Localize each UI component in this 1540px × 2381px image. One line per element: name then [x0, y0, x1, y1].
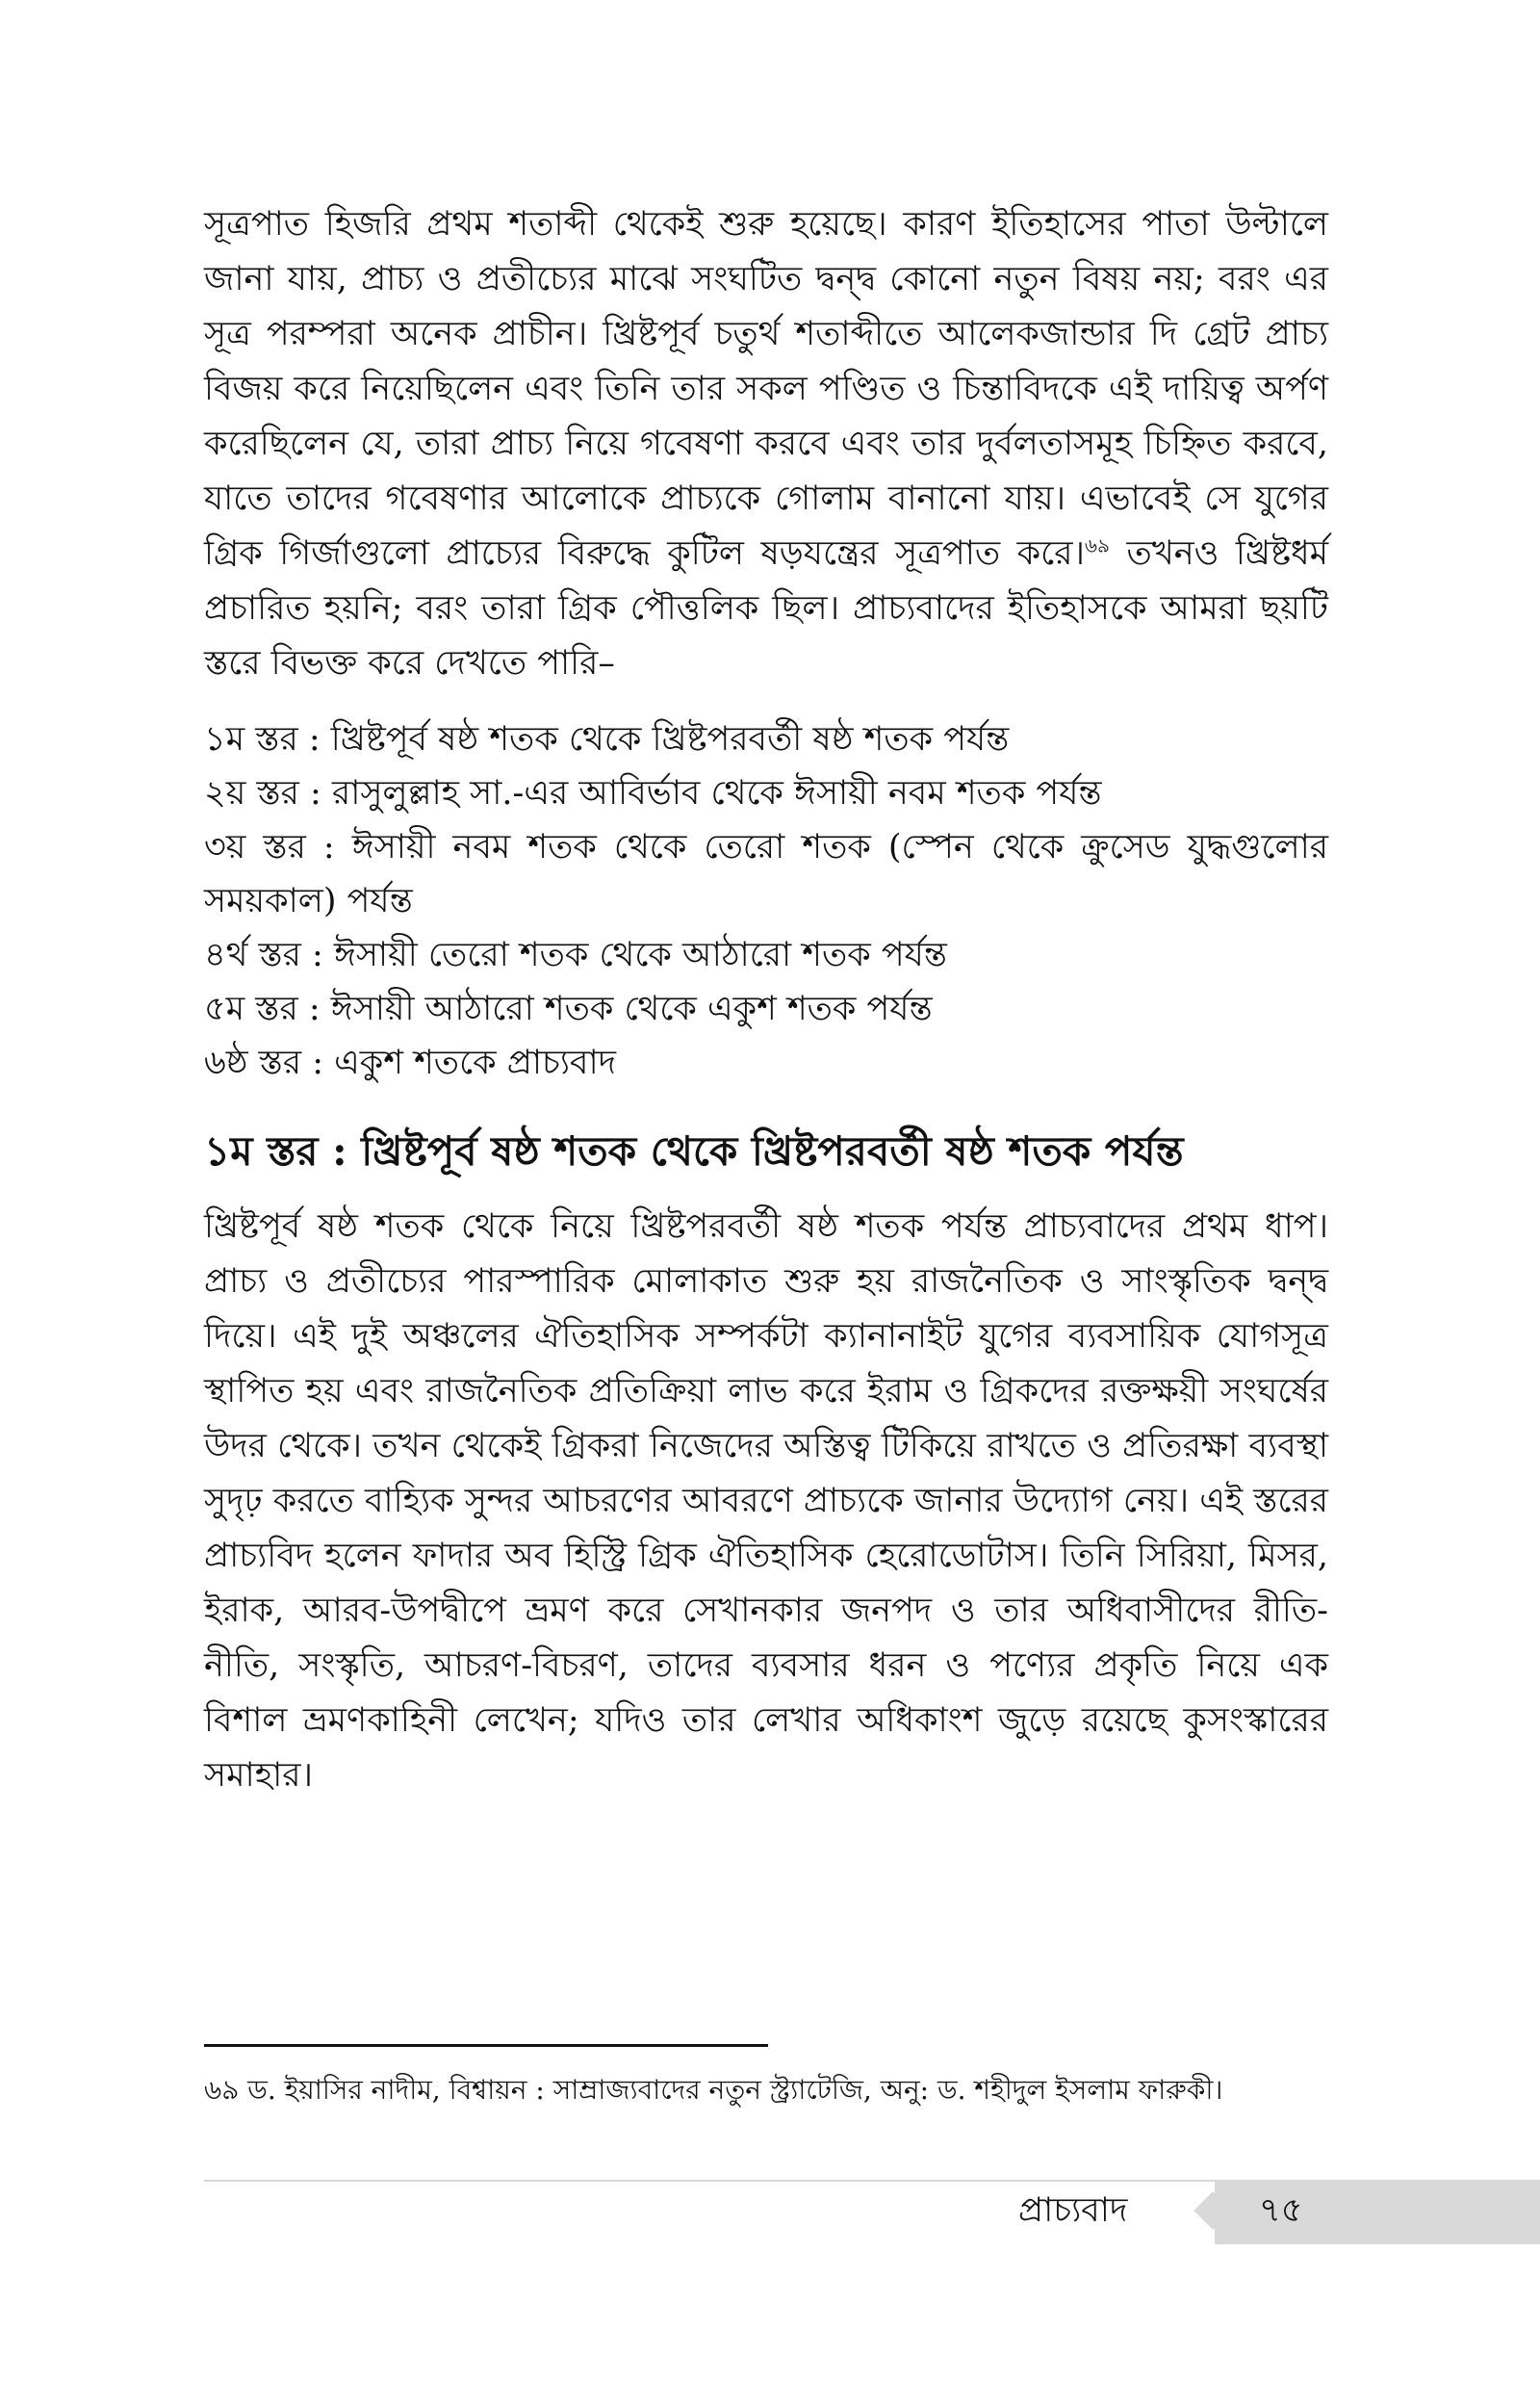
footnote-reference[interactable]: ৬৯: [1084, 533, 1110, 557]
page-number: ৭৫: [1259, 2191, 1303, 2230]
list-item: ১ম স্তর : খ্রিষ্টপূর্ব ষষ্ঠ শতক থেকে খ্রিষ্টপরবর্তী ষষ্ঠ শতক পর্যন্ত: [204, 720, 1010, 759]
footnote: ৬৯ ড. ইয়াসির নাদীম, বিশ্বায়ন : সাম্রাজ্যবাদের নতুন স্ট্র্যাটেজি, অনু: ড. শহীদুল ইসলাম ফারুকী।: [204, 2074, 1223, 2106]
page-body: [204, 197, 1328, 1803]
section-heading: ১ম স্তর : খ্রিষ্টপূর্ব ষষ্ঠ শতক থেকে খ্রিষ্টপরবর্তী ষষ্ঠ শতক পর্যন্ত: [204, 1127, 1184, 1175]
list-item: ৫ম স্তর : ঈসায়ী আঠারো শতক থেকে একুশ শতক পর্যন্ত: [204, 990, 933, 1028]
list-item: ৩য় স্তর : ঈসায়ী নবম শতক থেকে তেরো শতক (স্পেন থেকে ক্রুসেড যুদ্ধগুলোর সময়কাল) পর্যন্ত: [204, 828, 1328, 920]
list-item: ২য় স্তর : রাসুলুল্লাহ সা.-এর আবির্ভাব থেকে ঈসায়ী নবম শতক পর্যন্ত: [204, 774, 1102, 813]
list-item: ৬ষ্ঠ স্তর : একুশ শতকে প্রাচ্যবাদ: [204, 1044, 617, 1082]
intro-text-continued: তখনও খ্রিষ্টধর্ম প্রচারিত হয়নি; বরং তারা গ্রিক পৌত্তলিক ছিল। প্রাচ্যবাদের ইতিহাসকে আমরা ছয়টি স্তরে বিভক্ত করে দেখতে পারি–: [204, 534, 1329, 683]
section-body: খ্রিষ্টপূর্ব ষষ্ঠ শতক থেকে নিয়ে খ্রিষ্টপরবর্তী ষষ্ঠ শতক পর্যন্ত প্রাচ্যবাদের প্রথম ধাপ। প্রাচ্য ও প্রতীচ্যের পারস্পারিক মোলাকাত শুরু হয় রাজনৈতিক ও সাংস্কৃতিক দ্বন্দ্ব দিয়ে। এই দুই অঞ্চলের ঐতিহাসিক সম্পর্কটা ক্যানানাইট যুগের ব্যবসায়িক যোগসূত্র স্থাপিত হয় এবং রাজনৈতিক প্রতিক্রিয়া লাভ করে ইরাম ও গ্রিকদের রক্তক্ষয়ী সংঘর্ষের উদর থেকে। তখন থেকেই গ্রিকরা নিজেদের অস্তিত্ব টিকিয়ে রাখতে ও প্রতিরক্ষা ব্যবস্থা সুদৃঢ় করতে বাহ্যিক সুন্দর আচরণের আবরণে প্রাচ্যকে জানার উদ্যোগ নেয়। এই স্তরের প্রাচ্যবিদ হলেন ফাদার অব হিস্ট্রি গ্রিক ঐতিহাসিক হেরোডোটাস। তিনি সিরিয়া, মিসর, ইরাক, আরব-উপদ্বীপে ভ্রমণ করে সেখানকার জনপদ ও তার অধিবাসীদের রীতি-নীতি, সংস্কৃতি, আচরণ-বিচরণ, তাদের ব্যবসার ধরন ও পণ্যের প্রকৃতি নিয়ে এক বিশাল ভ্রমণকাহিনী লেখেন; যদিও তার লেখার অধিকাংশ জুড়ে রয়েছে কুসংস্কারের সমাহার।: [204, 1207, 1328, 1795]
stage-list: [204, 712, 1328, 1090]
footnote-divider: [204, 2044, 768, 2047]
intro-paragraph: [204, 197, 1328, 691]
running-title: প্রাচ্যবাদ: [1018, 2191, 1128, 2230]
list-item: ৪র্থ স্তর : ঈসায়ী তেরো শতক থেকে আঠারো শতক পর্যন্ত: [204, 936, 947, 974]
intro-text: সূত্রপাত হিজরি প্রথম শতাব্দী থেকেই শুরু হয়েছে। কারণ ইতিহাসের পাতা উল্টালে জানা যায়, প্রাচ্য ও প্রতীচ্যের মাঝে সংঘটিত দ্বন্দ্ব কোনো নতুন বিষয় নয়; বরং এর সূত্র পরম্পরা অনেক প্রাচীন। খ্রিষ্টপূর্ব চতুর্থ শতাব্দীতে আলেকজান্ডার দি গ্রেট প্রাচ্য বিজয় করে নিয়েছিলেন এবং তিনি তার সকল পণ্ডিত ও চিন্তাবিদকে এই দায়িত্ব অর্পণ করেছিলেন যে, তারা প্রাচ্য নিয়ে গবেষণা করবে এবং তার দুর্বলতাসমূহ চিহ্নিত করবে, যাতে তাদের গবেষণার আলোকে প্রাচ্যকে গোলাম বানানো যায়। এভাবেই সে যুগের গ্রিক গির্জাগুলো প্রাচ্যের বিরুদ্ধে কুটিল ষড়যন্ত্রের সূত্রপাত করে।: [204, 205, 1328, 573]
